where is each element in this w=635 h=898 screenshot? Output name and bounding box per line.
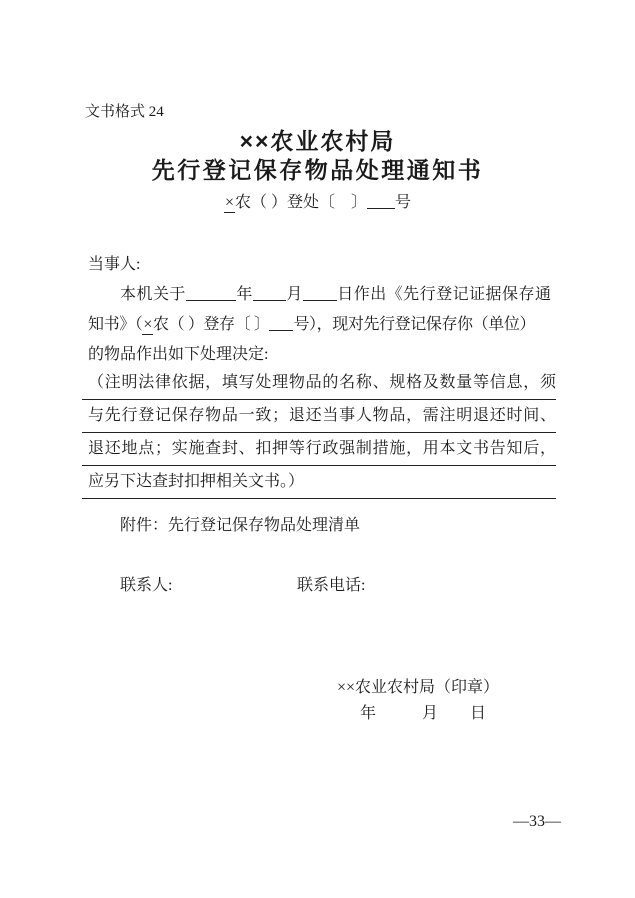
body-line-1: 本机关于 年 月 日作出《先行登记证据保存通 [120, 286, 551, 303]
doc-number-line [0, 191, 635, 215]
blank-field-month [253, 286, 286, 301]
party-label: 当事人: [88, 256, 141, 273]
x-mark: × [224, 194, 234, 211]
blank-field-day [303, 286, 337, 301]
body-paragraph [88, 280, 551, 370]
note-line: 退还地点；实施查封、扣押等行政强制措施，用本文书告知后， [82, 433, 556, 466]
format-label: 文书格式 24 [85, 104, 164, 120]
body-line-2: 知书》（×农（ ）登存〔 〕 号），现对先行登记保存你（单位） [88, 316, 536, 333]
note-line: （注明法律依据，填写处理物品的名称、规格及数量等信息，须 [82, 367, 556, 400]
doc-number-suffix: 号 [395, 194, 412, 211]
date-month: 月 [422, 705, 439, 722]
attachment-line: 附件：先行登记保存物品处理清单 [120, 517, 361, 534]
doc-title-line1: ××农业农村局 [239, 128, 396, 154]
blank-field-number [269, 316, 293, 331]
blank-field [367, 194, 395, 209]
page-number: —33— [513, 813, 561, 830]
doc-number-text: 农（ ）登处〔 〕 [235, 194, 368, 211]
blank-field-year [186, 286, 236, 301]
date-year: 年 [360, 705, 377, 722]
doc-title-line2: 先行登记保存物品处理通知书 [151, 157, 484, 183]
note-line: 应另下达查封扣押相关文书。） [82, 466, 556, 499]
signature-line: ××农业农村局（印章） [337, 679, 500, 696]
date-day: 日 [470, 705, 487, 722]
body-line-3: 的物品作出如下处理决定: [88, 346, 269, 363]
contact-person-label: 联系人: [120, 577, 173, 594]
note-block [82, 367, 556, 499]
contact-phone-label: 联系电话: [297, 577, 366, 594]
note-line: 与先行登记保存物品一致；退还当事人物品，需注明退还时间、 [82, 400, 556, 433]
x-mark: × [143, 316, 153, 333]
